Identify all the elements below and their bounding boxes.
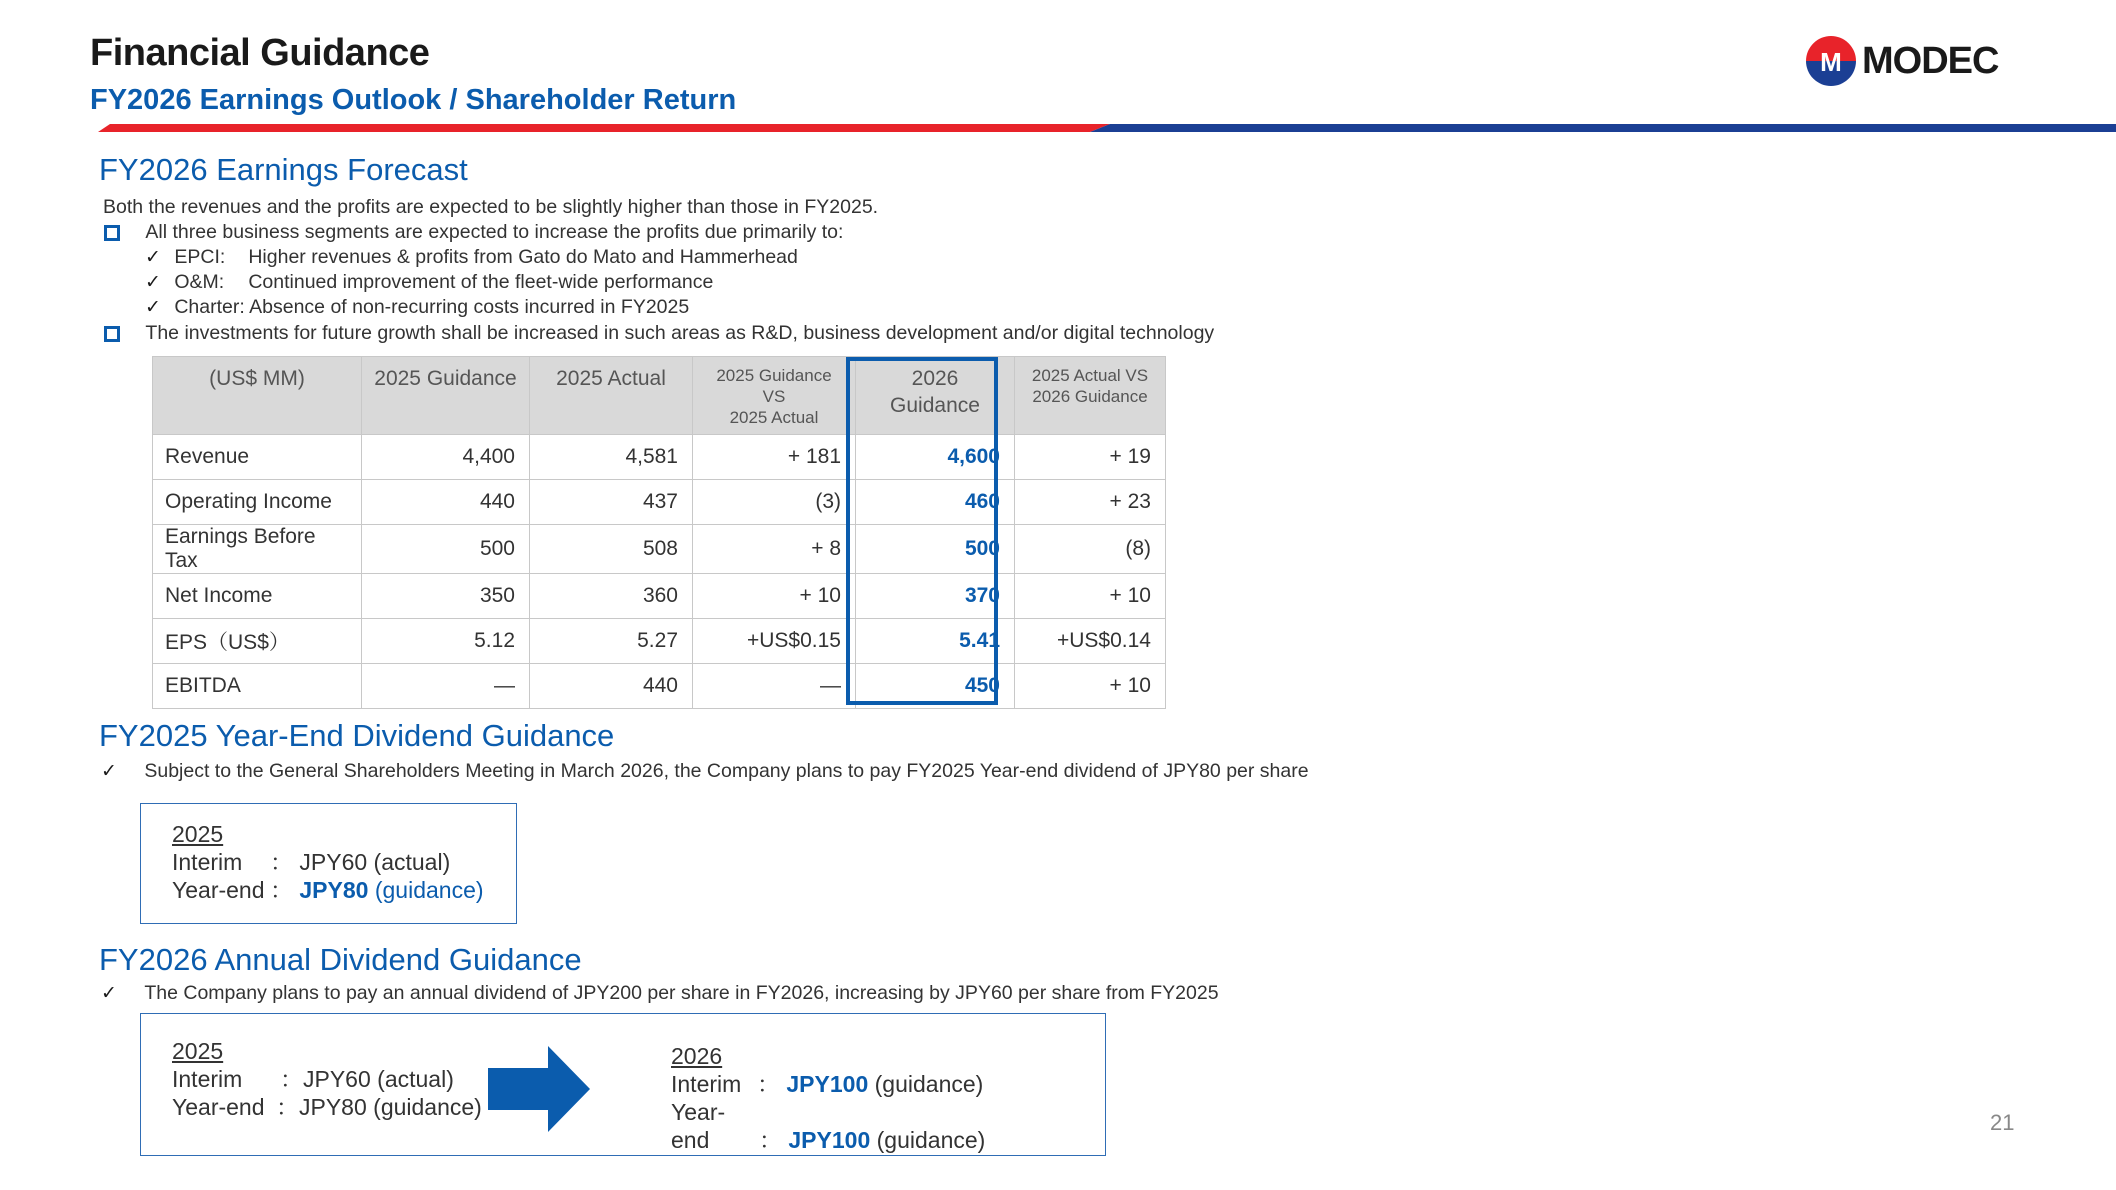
forecast-sub-item-om <box>145 271 713 294</box>
dividend-yearend-line <box>172 876 484 904</box>
page-number: 21 <box>1990 1110 2015 1135</box>
row-label-net-income: Net Income <box>153 574 362 619</box>
forecast-intro: Both the revenues and the profits are expected to be slightly higher than those in FY2025. <box>103 196 879 218</box>
table-cell: 437 <box>530 480 693 525</box>
dividend-2026-left-content <box>172 1037 482 1121</box>
header-divider <box>90 122 2116 132</box>
dividend-2026-heading: FY2026 Annual Dividend Guidance <box>99 942 582 977</box>
dividend-2025-box-content <box>172 820 484 904</box>
yearend-label: Year-end <box>671 1099 726 1153</box>
sub-item-label: O&M: <box>174 271 225 293</box>
table-cell-highlight: 4,600 <box>856 435 1015 480</box>
table-cell: (3) <box>693 480 856 525</box>
sub-item-text: Absence of non-recurring costs incurred in FY2025 <box>249 296 690 318</box>
forecast-sub-item-epci <box>145 246 798 269</box>
interim-note: (guidance) <box>874 1071 984 1097</box>
check-icon: ✓ <box>101 983 117 1004</box>
dividend-interim-line <box>172 848 484 876</box>
interim-separator: ： <box>270 849 293 875</box>
column-header-guidance-vs-actual: 2025 Guidance VS 2025 Actual <box>693 357 856 435</box>
sub-item-text: Continued improvement of the fleet-wide performance <box>248 271 714 293</box>
table-cell: 5.27 <box>530 619 693 664</box>
modec-logo-text: MODEC <box>1862 39 1999 82</box>
table-row <box>153 480 1166 525</box>
yearend-label: Year-end <box>172 877 265 903</box>
column-header-actual-vs-2026: 2025 Actual VS 2026 Guidance <box>1015 357 1166 435</box>
yearend-separator: ： <box>759 1127 782 1153</box>
dividend-year-label: 2025 <box>172 821 224 847</box>
sub-item-label: EPCI: <box>174 246 226 268</box>
forecast-bullet-2-text: The investments for future growth shall be increased in such areas as R&D, business development and/or digital technology <box>145 322 1215 344</box>
check-icon: ✓ <box>145 272 161 293</box>
table-cell: +US$0.15 <box>693 619 856 664</box>
right-arrow-icon <box>488 1046 590 1132</box>
yearend-note: (guidance) <box>374 877 484 903</box>
dividend-interim-line <box>172 1065 482 1093</box>
yearend-value: JPY100 <box>788 1127 871 1153</box>
square-bullet-icon <box>104 326 120 342</box>
dividend-year-label: 2026 <box>671 1043 723 1069</box>
earnings-forecast-table <box>152 356 1166 709</box>
yearend-value: ：JPY80 (guidance) <box>276 1094 482 1120</box>
dividend-2026-note <box>101 982 1219 1005</box>
yearend-note: (guidance) <box>876 1127 986 1153</box>
table-cell: + 10 <box>1015 664 1166 709</box>
forecast-bullet-1-text: All three business segments are expected to increase the profits due primarily to: <box>145 221 844 243</box>
table-cell: + 23 <box>1015 480 1166 525</box>
table-cell: + 19 <box>1015 435 1166 480</box>
dividend-2025-heading: FY2025 Year-End Dividend Guidance <box>99 718 615 753</box>
table-cell: +US$0.14 <box>1015 619 1166 664</box>
guidance-column-highlight-frame <box>846 357 998 705</box>
table-cell-highlight: 460 <box>856 480 1015 525</box>
table-row <box>153 435 1166 480</box>
yearend-separator: ： <box>270 877 293 903</box>
page-subtitle: FY2026 Earnings Outlook / Shareholder Return <box>90 84 737 116</box>
table-cell: + 8 <box>693 525 856 574</box>
dividend-2025-note-text: Subject to the General Shareholders Meeting in March 2026, the Company plans to pay FY2025 Year-end dividend of JPY80 per share <box>144 760 1309 782</box>
interim-separator: ： <box>757 1071 780 1097</box>
row-label-revenue: Revenue <box>153 435 362 480</box>
table-cell: 440 <box>362 480 530 525</box>
table-cell-highlight: 5.41 <box>856 619 1015 664</box>
check-icon: ✓ <box>145 297 161 318</box>
sub-item-text: Higher revenues & profits from Gato do Mato and Hammerhead <box>248 246 798 268</box>
dividend-interim-line <box>671 1070 985 1098</box>
dividend-yearend-line <box>671 1098 985 1154</box>
interim-value: JPY60 (actual) <box>299 849 451 875</box>
table-row <box>153 619 1166 664</box>
table-cell: 360 <box>530 574 693 619</box>
table-cell: 500 <box>362 525 530 574</box>
table-cell-highlight: 370 <box>856 574 1015 619</box>
forecast-heading: FY2026 Earnings Forecast <box>99 152 468 187</box>
table-cell: 4,581 <box>530 435 693 480</box>
table-cell-highlight: 500 <box>856 525 1015 574</box>
sub-item-label: Charter: <box>174 296 245 318</box>
interim-label: Interim <box>172 849 243 875</box>
table-cell: 508 <box>530 525 693 574</box>
row-label-ebitda: EBITDA <box>153 664 362 709</box>
table-row <box>153 525 1166 574</box>
yearend-value: JPY80 <box>299 877 369 903</box>
check-icon: ✓ <box>145 247 161 268</box>
table-cell: — <box>693 664 856 709</box>
page-title: Financial Guidance <box>90 32 430 74</box>
table-cell: + 181 <box>693 435 856 480</box>
table-cell: 350 <box>362 574 530 619</box>
check-icon: ✓ <box>101 761 117 782</box>
dividend-2026-right-content <box>671 1042 985 1154</box>
column-header-2025-guidance: 2025 Guidance <box>362 357 530 435</box>
table-row <box>153 664 1166 709</box>
interim-label: Interim <box>172 1066 243 1092</box>
table-cell: (8) <box>1015 525 1166 574</box>
table-cell: 440 <box>530 664 693 709</box>
table-cell: — <box>362 664 530 709</box>
table-cell: + 10 <box>1015 574 1166 619</box>
interim-value: ：JPY60 (actual) <box>280 1066 454 1092</box>
row-label-operating-income: Operating Income <box>153 480 362 525</box>
row-label-eps: EPS（US$） <box>153 619 362 664</box>
forecast-bullet-2 <box>104 322 1214 345</box>
table-row <box>153 574 1166 619</box>
modec-logo <box>1806 35 1998 87</box>
table-cell: + 10 <box>693 574 856 619</box>
dividend-year-label: 2025 <box>172 1038 224 1064</box>
square-bullet-icon <box>104 225 120 241</box>
modec-logo-mark-icon: M <box>1806 36 1856 86</box>
table-cell-highlight: 450 <box>856 664 1015 709</box>
table-cell: 4,400 <box>362 435 530 480</box>
forecast-sub-item-charter <box>145 296 689 319</box>
dividend-2026-note-text: The Company plans to pay an annual dividend of JPY200 per share in FY2026, increasing by JPY60 per share from FY2025 <box>144 982 1219 1004</box>
column-header-2026-guidance: 2026 Guidance <box>856 357 1015 435</box>
forecast-bullet-1 <box>104 221 843 244</box>
dividend-yearend-line <box>172 1093 482 1121</box>
column-header-2025-actual: 2025 Actual <box>530 357 693 435</box>
row-label-earnings-before-tax: Earnings Before Tax <box>153 525 362 574</box>
column-header-unit: (US$ MM) <box>153 357 362 435</box>
yearend-label: Year-end <box>172 1094 265 1120</box>
table-cell: 5.12 <box>362 619 530 664</box>
dividend-2025-note <box>101 760 1309 783</box>
interim-label: Interim <box>671 1071 742 1097</box>
table-header-row <box>153 357 1166 435</box>
interim-value: JPY100 <box>786 1071 869 1097</box>
